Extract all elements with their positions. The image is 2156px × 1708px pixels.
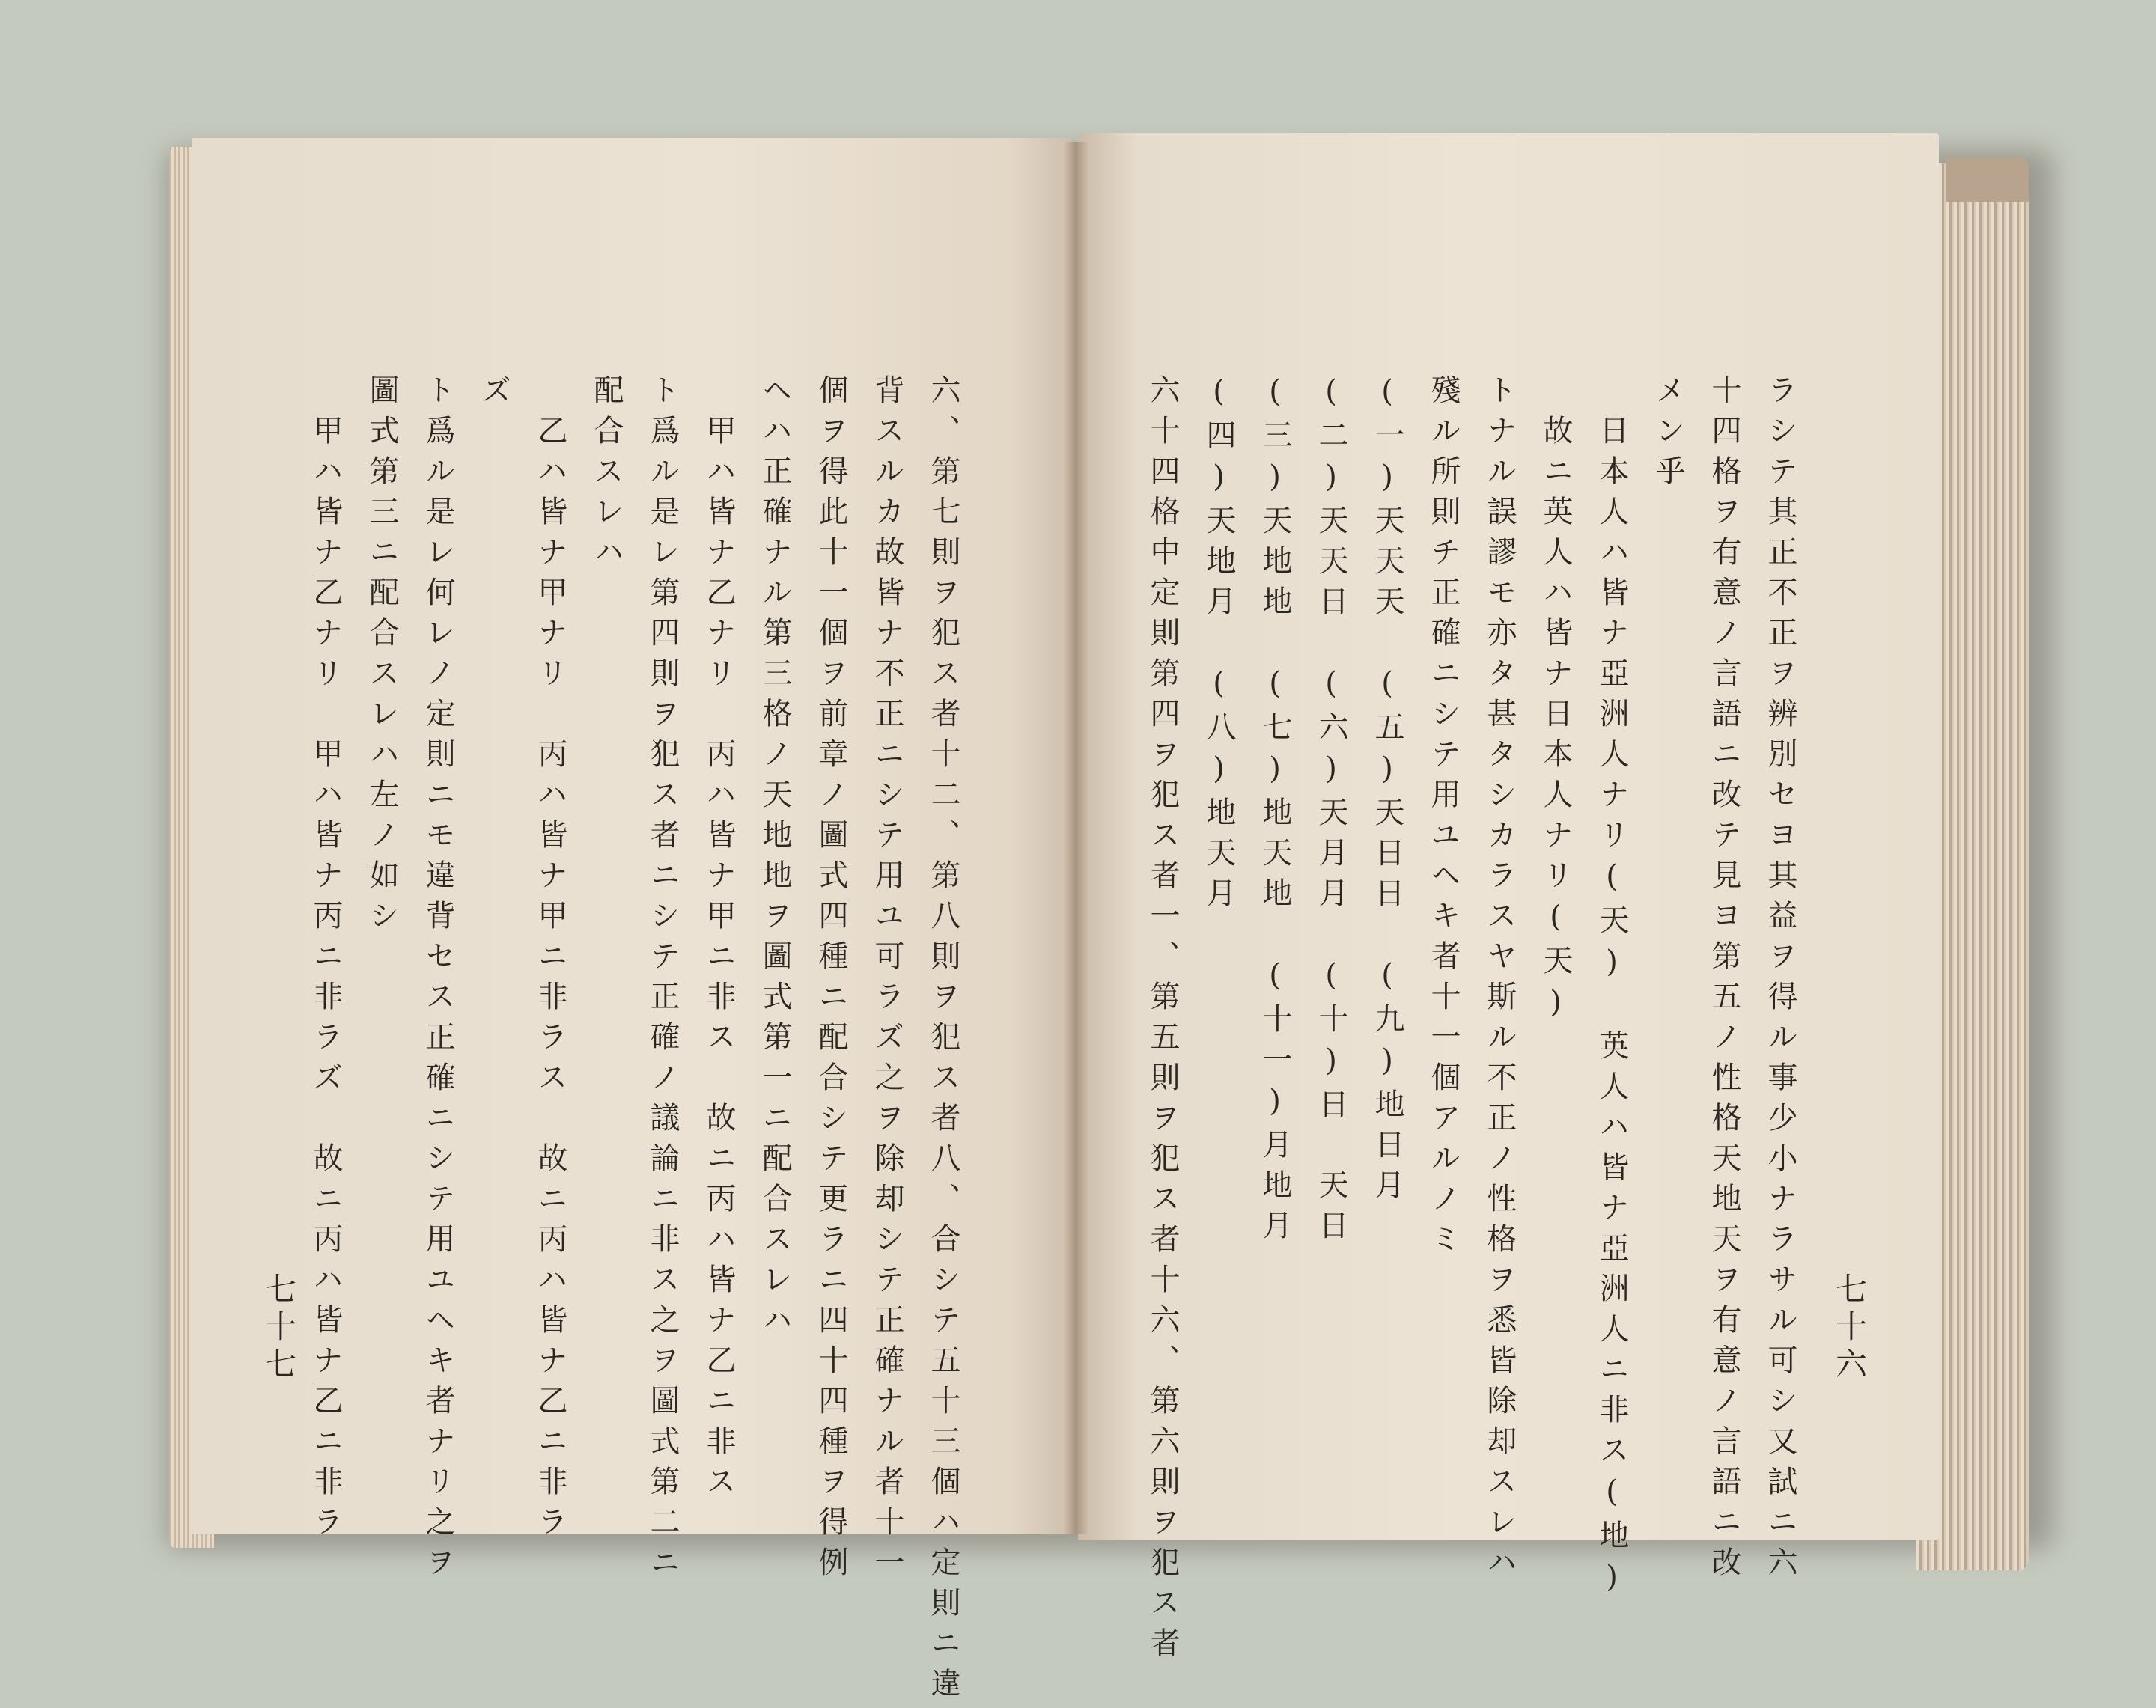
right-column-8: (一)天天天 (五)天日日 (九)地日月: [1370, 374, 1404, 1210]
right-column-7: 殘ル所則チ正確ニシテ用ユヘキ者十一個アルノミ: [1426, 374, 1461, 1263]
left-column-8: 乙ハ皆ナ甲ナリ 丙ハ皆ナ甲ニ非ラス 故ニ丙ハ皆ナ乙ニ非ラ: [533, 374, 567, 1546]
left-column-10: ト爲ル是レ何レノ定則ニモ違背セス正確ニシテ用ユヘキ者ナリ之ヲ: [421, 374, 455, 1587]
left-column-5: 甲ハ皆ナ乙ナリ 丙ハ皆ナ甲ニ非ス 故ニ丙ハ皆ナ乙ニ非ス: [701, 374, 736, 1506]
right-column-1: ラシテ其正不正ヲ辨別セヨ其益ヲ得ル事少小ナラサル可シ又試ニ六: [1763, 374, 1797, 1587]
left-column-7: 配合スレハ: [589, 374, 624, 576]
right-column-12: 六十四格中定則第四ヲ犯ス者一、第五則ヲ犯ス者十六、第六則ヲ犯ス者: [1145, 374, 1180, 1668]
right-page-edges-top: [1946, 157, 2029, 202]
right-page-number: 七十六: [1831, 1272, 1868, 1385]
book-gutter: [1062, 142, 1090, 1534]
left-column-11: 圖式第三ニ配合スレハ左ノ如シ: [365, 374, 399, 940]
right-column-6: トナル誤謬モ亦タ甚タシカラスヤ斯ル不正ノ性格ヲ悉皆除却スレハ: [1482, 374, 1517, 1587]
right-column-2: 十四格ヲ有意ノ言語ニ改テ見ヨ第五ノ性格天地天ヲ有意ノ言語ニ改: [1707, 374, 1741, 1587]
right-column-5: 故ニ英人ハ皆ナ日本人ナリ(天): [1538, 374, 1573, 1030]
left-column-2: 背スルカ故皆ナ不正ニシテ用ユ可ラズ之ヲ除却シテ正確ナル者十一: [870, 374, 904, 1587]
right-column-4: 日本人ハ皆ナ亞洲人ナリ(天) 英人ハ皆ナ亞洲人ニ非ス(地): [1595, 374, 1629, 1605]
left-column-6: ト爲ル是レ第四則ヲ犯ス者ニシテ正確ノ議論ニ非ス之ヲ圖式第二ニ: [645, 374, 680, 1587]
right-column-9: (二)天天日 (六)天月月 (十)日 天日: [1314, 374, 1348, 1250]
left-column-4: ヘハ正確ナル第三格ノ天地地ヲ圖式第一ニ配合スレハ: [758, 374, 792, 1344]
left-column-1: 六、第七則ヲ犯ス者十二、第八則ヲ犯ス者八、合シテ五十三個ハ定則ニ違: [926, 374, 960, 1708]
right-column-3: メン乎: [1651, 374, 1685, 495]
right-column-11: (四)天地月 (八)地天月: [1202, 374, 1236, 918]
right-column-10: (三)天地地 (七)地天地 (十一)月地月: [1258, 374, 1292, 1250]
left-column-12: 甲ハ皆ナ乙ナリ 甲ハ皆ナ丙ニ非ラズ 故ニ丙ハ皆ナ乙ニ非ラ: [308, 374, 343, 1546]
left-column-3: 個ヲ得此十一個ヲ前章ノ圖式四種ニ配合シテ更ラニ四十四種ヲ得例: [814, 374, 848, 1587]
left-page-number: 七十七: [261, 1272, 297, 1385]
left-column-9: ズ: [477, 374, 511, 415]
